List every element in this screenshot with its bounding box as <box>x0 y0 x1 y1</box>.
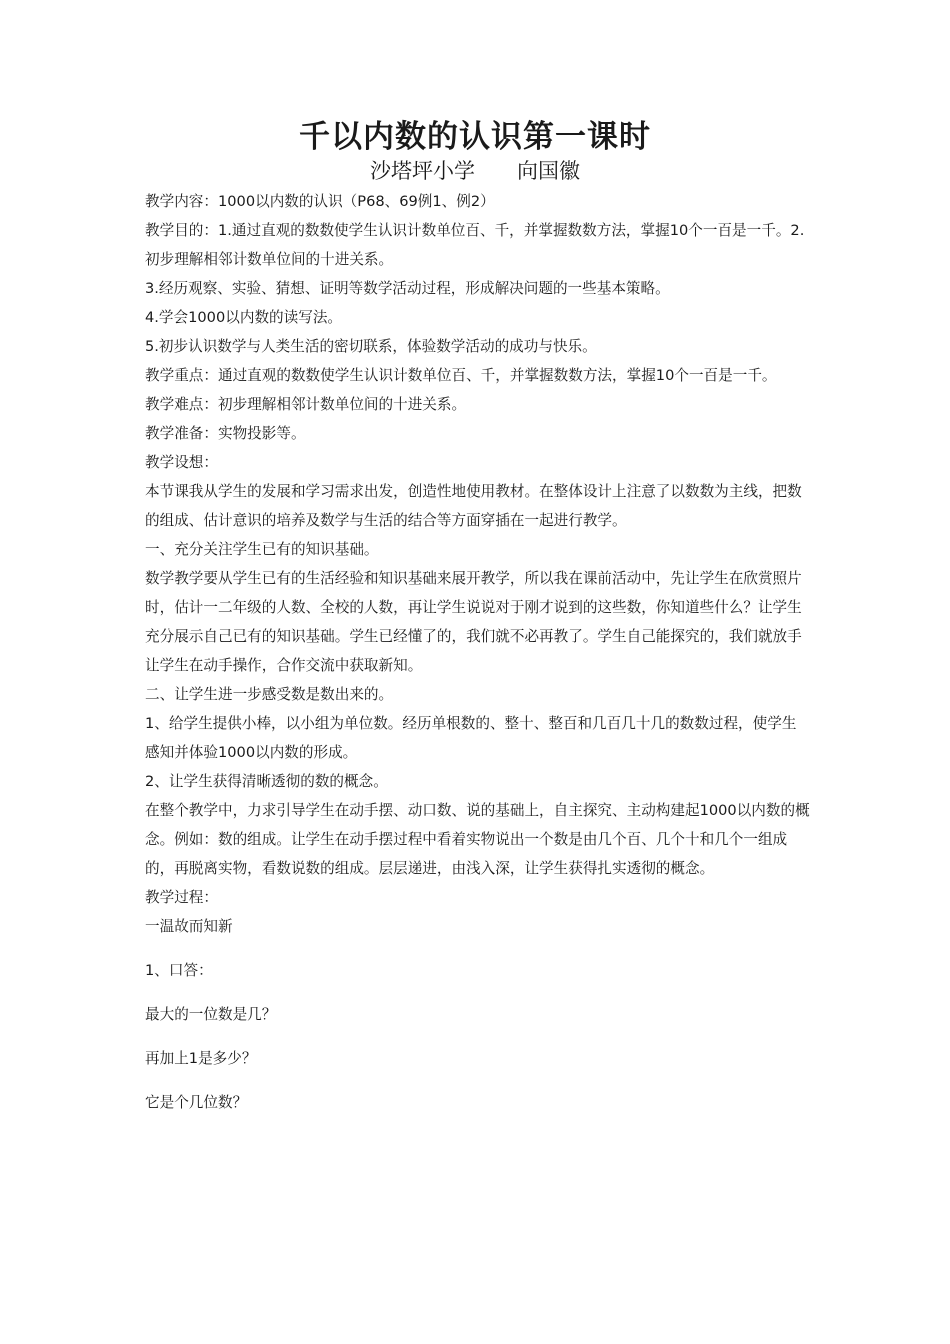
paragraph-difficulties: 教学难点：初步理解相邻计数单位间的十进关系。 <box>145 396 467 413</box>
document-title: 千以内数的认识第一课时 <box>299 119 651 155</box>
paragraph-review-heading: 一温故而知新 <box>145 918 233 935</box>
paragraph-preparation: 教学准备：实物投影等。 <box>145 425 306 442</box>
paragraph-section-2-item-1: 1、给学生提供小棒，以小组为单位数。经历单根数的、整十、整百和几百几十几的数数过程，使学生感知并体验1000以内数的形成。 <box>145 715 797 761</box>
paragraph-design-heading: 教学设想： <box>145 454 218 471</box>
paragraph-objective-5: 5.初步认识数学与人类生活的密切联系，体验数学活动的成功与快乐。 <box>145 338 597 355</box>
paragraph-section-1-body: 数学教学要从学生已有的生活经验和知识基础来展开教学，所以我在课前活动中，先让学生在欣赏照片时，估计一二年级的人数、全校的人数，再让学生说说对于刚才说到的这些数，你知道些什么？让学生充分展示自己已有的知识基础。学生已经懂了的，我们就不必再教了。学生自己能探究的，我们就放手让学生在动手操作，合作交流中获取新知。 <box>145 570 802 674</box>
question-item: 再加上1是多少？ <box>145 1050 257 1067</box>
paragraph-content: 教学内容：1000以内数的认识（P68、69例1、例2） <box>145 193 495 210</box>
paragraph-process-heading: 教学过程： <box>145 889 218 906</box>
document-subtitle: 沙塔坪小学 向国徽 <box>370 159 580 183</box>
paragraph-objective-3: 3.经历观察、实验、猜想、证明等数学活动过程，形成解决问题的一些基本策略。 <box>145 280 670 297</box>
paragraph-section-1-heading: 一、充分关注学生已有的知识基础。 <box>145 541 379 558</box>
paragraph-section-2-item-2: 2、让学生获得清晰透彻的数的概念。 <box>145 773 388 790</box>
paragraph-key-points: 教学重点：通过直观的数数使学生认识计数单位百、千，并掌握数数方法，掌握10个一百是一千。 <box>145 367 777 384</box>
paragraph-objectives: 教学目的：1.通过直观的数数使学生认识计数单位百、千，并掌握数数方法，掌握10个一百是一千。2.初步理解相邻计数单位间的十进关系。 <box>145 222 805 268</box>
paragraph-design-intro: 本节课我从学生的发展和学习需求出发，创造性地使用教材。在整体设计上注意了以数数为主线，把数的组成、估计意识的培养及数学与生活的结合等方面穿插在一起进行教学。 <box>145 483 802 529</box>
document-body <box>145 187 810 1117</box>
question-heading: 1、口答： <box>145 962 213 979</box>
paragraph-section-2-heading: 二、让学生进一步感受数是数出来的。 <box>145 686 394 703</box>
question-item: 最大的一位数是几？ <box>145 1006 277 1023</box>
paragraph-section-2-body: 在整个教学中，力求引导学生在动手摆、动口数、说的基础上，自主探究、主动构建起1000以内数的概念。例如：数的组成。让学生在动手摆过程中看着实物说出一个数是由几个百、几个十和几个一组成的，再脱离实物，看数说数的组成。层层递进，由浅入深，让学生获得扎实透彻的概念。 <box>145 802 810 877</box>
paragraph-objective-4: 4.学会1000以内数的读写法。 <box>145 309 343 326</box>
question-item: 它是个几位数？ <box>145 1094 248 1111</box>
